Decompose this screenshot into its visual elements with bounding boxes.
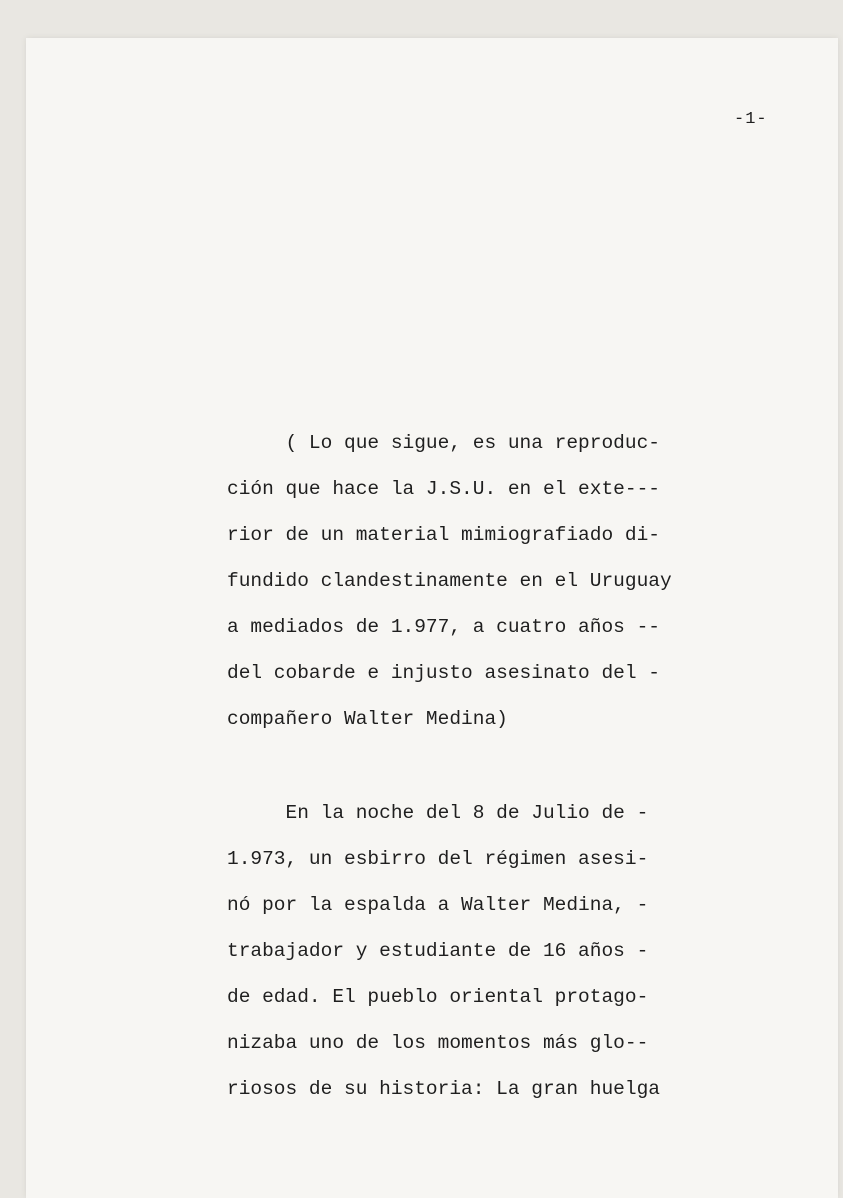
text-line: ( Lo que sigue, es una reproduc- (227, 432, 660, 454)
text-line: trabajador y estudiante de 16 años - (227, 940, 649, 962)
text-line: ción que hace la J.S.U. en el exte--- (227, 478, 660, 500)
text-line: a mediados de 1.977, a cuatro años -- (227, 616, 660, 638)
text-line: nó por la espalda a Walter Medina, - (227, 894, 649, 916)
text-line: del cobarde e injusto asesinato del - (227, 662, 660, 684)
text-line: riosos de su historia: La gran huelga (227, 1078, 660, 1100)
text-line: rior de un material mimiografiado di- (227, 524, 660, 546)
text-line: compañero Walter Medina) (227, 708, 508, 730)
text-line: de edad. El pueblo oriental protago- (227, 986, 649, 1008)
text-line: En la noche del 8 de Julio de - (227, 802, 649, 824)
text-line: nizaba uno de los momentos más glo-- (227, 1032, 649, 1054)
page-number: -1- (734, 110, 768, 129)
text-line: 1.973, un esbirro del régimen asesi- (227, 848, 649, 870)
paragraph-body (227, 790, 757, 1112)
paragraph-intro (227, 420, 757, 742)
document-page (26, 38, 838, 1198)
text-line: fundido clandestinamente en el Uruguay (227, 570, 672, 592)
